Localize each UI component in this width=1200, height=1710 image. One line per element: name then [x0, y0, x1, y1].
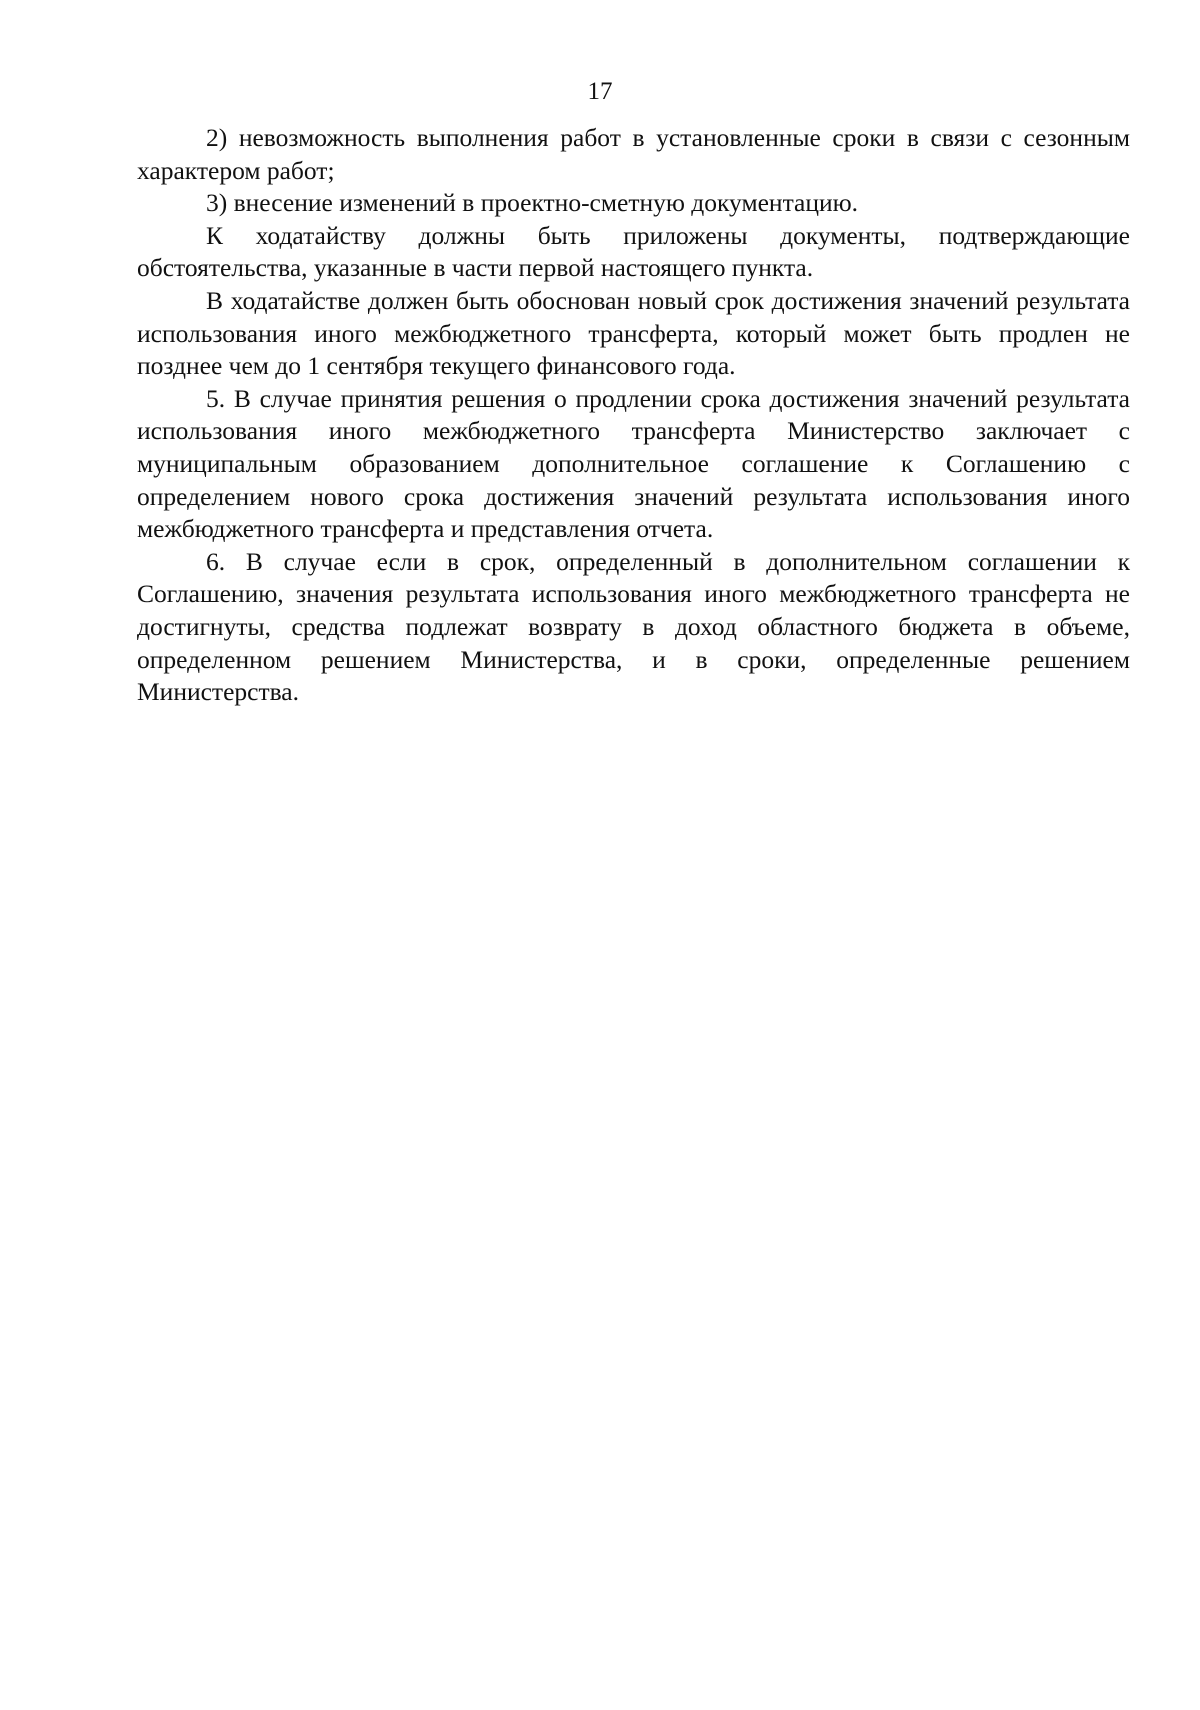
paragraph-item-3: 3) внесение изменений в проектно-сметную документацию.	[206, 188, 859, 218]
paragraph-clause-5: 5. В случае принятия решения о продлении срока достижения значений результата использования иного межбюджетного трансферта Министерство заключает с муниципальным образованием дополнительное соглашение к Соглашению с определением нового срока достижения значений результата использования иного межбюджетного трансферта и представления отчета.	[137, 383, 1130, 544]
paragraph-item-2: 2) невозможность выполнения работ в установленные сроки в связи с сезонным характером работ;	[137, 123, 1130, 185]
paragraph-new-deadline: В ходатайстве должен быть обоснован новый срок достижения значений результата использования иного межбюджетного трансферта, который может быть продлен не позднее чем до 1 сентября текущего финансового года.	[137, 285, 1130, 381]
document-body	[137, 122, 1130, 709]
paragraph-attachments: К ходатайству должны быть приложены документы, подтверждающие обстоятельства, указанные в части первой настоящего пункта.	[137, 220, 1130, 283]
page-number: 17	[587, 78, 613, 105]
paragraph-clause-6: 6. В случае если в срок, определенный в дополнительном соглашении к Соглашению, значения результата использования иного межбюджетного трансферта не достигнуты, средства подлежат возврату в доход областного бюджета в объеме, определенном решением Министерства, и в сроки, определенные решением Министерства.	[137, 546, 1130, 707]
